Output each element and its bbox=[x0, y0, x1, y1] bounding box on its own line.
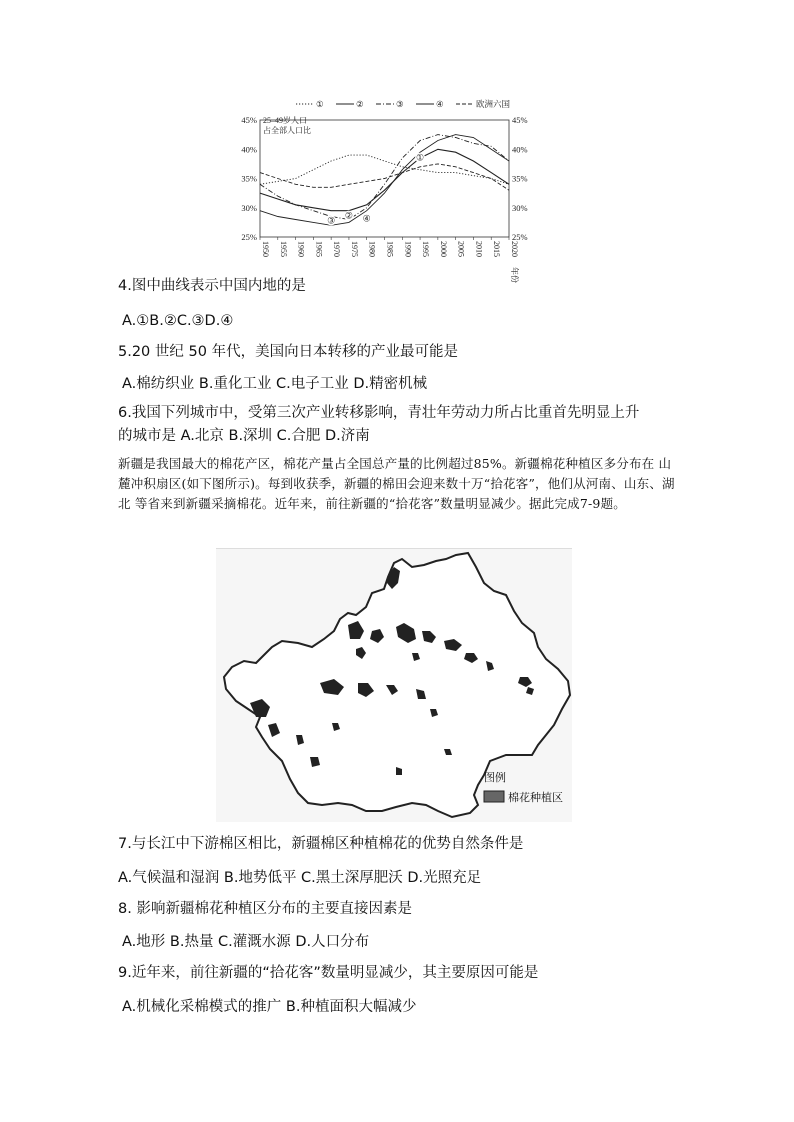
y-tick-label-left: 40% bbox=[241, 144, 257, 155]
series-line bbox=[260, 135, 509, 220]
series-line bbox=[260, 149, 509, 210]
y-tick-label-right: 25% bbox=[512, 232, 528, 242]
question-6-stem: 6.我国下列城市中，受第三次产业转移影响，青壮年劳动力所占比重首先明显上升的城市是 A.北京 B.深圳 C.合肥 D.济南 bbox=[118, 405, 640, 444]
legend-entry: ① bbox=[316, 99, 324, 109]
x-tick-label: 1980 bbox=[367, 241, 377, 257]
series-line bbox=[260, 135, 509, 226]
y-axis-label: 25–49岁人口 bbox=[263, 116, 307, 125]
legend-entry: ④ bbox=[436, 99, 444, 109]
curve-label: ① bbox=[416, 152, 425, 163]
y-tick-label-left: 35% bbox=[241, 173, 257, 184]
curve-label: ③ bbox=[327, 215, 336, 226]
question-4-options: A.①B.②C.③D.④ bbox=[122, 313, 234, 329]
legend-entry: ③ bbox=[396, 99, 404, 109]
question-4-stem: 4.图中曲线表示中国内地的是 bbox=[118, 278, 306, 294]
y-tick-label-right: 40% bbox=[512, 144, 528, 155]
y-tick-label-left: 30% bbox=[241, 202, 257, 213]
x-tick-label: 2000 bbox=[438, 241, 448, 257]
x-tick-label: 1960 bbox=[296, 241, 306, 257]
x-tick-label: 2020 bbox=[510, 241, 519, 257]
y-tick-label-left: 45% bbox=[241, 115, 257, 125]
x-tick-label: 1985 bbox=[385, 241, 395, 257]
x-tick-label: 1975 bbox=[349, 241, 359, 257]
x-tick-label: 1995 bbox=[421, 241, 431, 257]
x-tick-label: 1950 bbox=[261, 241, 270, 257]
curve-label: ② bbox=[344, 210, 353, 221]
x-tick-label: 1955 bbox=[278, 241, 288, 257]
y-tick-label-right: 35% bbox=[512, 173, 528, 184]
question-8-options: A.地形 B.热量 C.灌溉水源 D.人口分布 bbox=[122, 934, 370, 950]
legend-swatch bbox=[484, 791, 504, 802]
y-tick-label-right: 45% bbox=[512, 115, 528, 125]
legend-title: 图例 bbox=[484, 771, 506, 784]
x-tick-label: 2015 bbox=[492, 241, 502, 257]
population-line-chart bbox=[241, 92, 542, 283]
series-line bbox=[260, 164, 509, 190]
question-9-options: A.机械化采棉模式的推广 B.种植面积大幅减少 bbox=[122, 999, 417, 1015]
legend-label: 棉花种植区 bbox=[508, 791, 563, 804]
reading-passage: 新疆是我国最大的棉花产区，棉花产量占全国总产量的比例超过85%。新疆棉花种植区多分布在 山麓冲积扇区(如下图所示)。每到收获季，新疆的棉田会迎来数十万“拾花客”，他们从河南、山东、湖北 等省来到新疆采摘棉花。近年来，前往新疆的“拾花客”数量明显减少。据此完成7-9题。 bbox=[118, 456, 675, 511]
series-line bbox=[260, 152, 509, 184]
x-tick-label: 1990 bbox=[403, 241, 413, 257]
question-7-options: A.气候温和湿润 B.地势低平 C.黑土深厚肥沃 D.光照充足 bbox=[118, 870, 482, 886]
y-axis-label: 占全部人口比 bbox=[263, 126, 311, 135]
question-8-stem: 8. 影响新疆棉花种植区分布的主要直接因素是 bbox=[118, 901, 412, 917]
curve-label: ④ bbox=[362, 213, 371, 224]
legend-entry: 欧洲六国 bbox=[476, 99, 511, 109]
question-7-stem: 7.与长江中下游棉区相比，新疆棉区种植棉花的优势自然条件是 bbox=[118, 836, 524, 852]
x-tick-label: 1965 bbox=[314, 241, 324, 257]
y-tick-label-right: 30% bbox=[512, 202, 528, 213]
x-tick-label: 1970 bbox=[332, 241, 342, 257]
question-5-options: A.棉纺织业 B.重化工业 C.电子工业 D.精密机械 bbox=[122, 376, 428, 392]
x-unit-label: 年份 bbox=[510, 267, 519, 283]
legend-entry: ② bbox=[356, 99, 364, 109]
xinjiang-cotton-map bbox=[216, 548, 572, 822]
question-9-stem: 9.近年来，前往新疆的“拾花客”数量明显减少，其主要原因可能是 bbox=[118, 965, 539, 981]
y-tick-label-left: 25% bbox=[241, 232, 257, 242]
map-graphic bbox=[216, 549, 572, 822]
x-tick-label: 2005 bbox=[456, 241, 466, 257]
x-tick-label: 2010 bbox=[474, 241, 484, 257]
question-5-stem: 5.20 世纪 50 年代，美国向日本转移的产业最可能是 bbox=[118, 344, 459, 360]
